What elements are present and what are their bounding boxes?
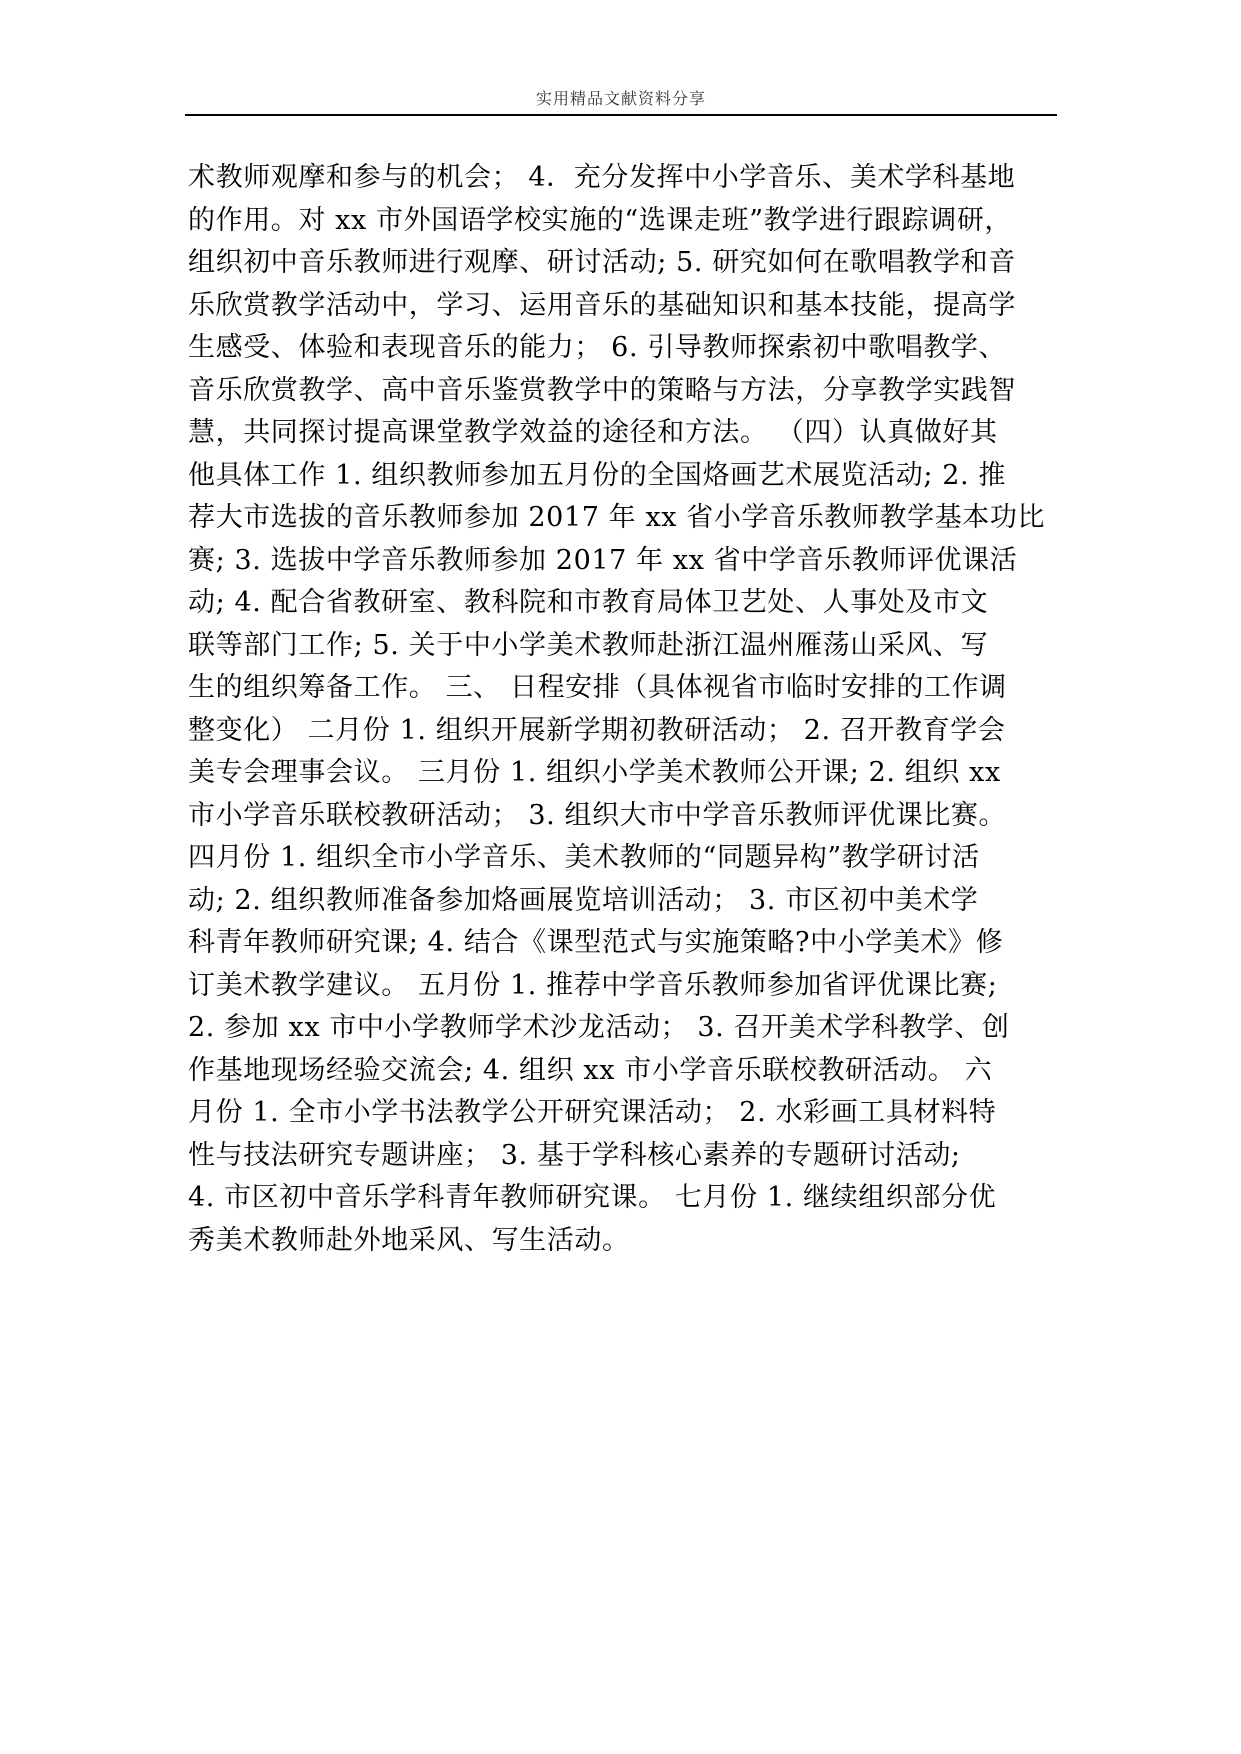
body-line: 音乐欣赏教学、高中音乐鉴赏教学中的策略与方法，分享教学实践智 — [188, 374, 1016, 406]
body-line: 乐欣赏教学活动中，学习、运用音乐的基础知识和基本技能，提高学 — [188, 289, 1016, 321]
body-line: 市小学音乐联校教研活动； 3. 组织大市中学音乐教师评优课比赛。 — [188, 799, 1007, 831]
body-line: 2. 参加 xx 市中小学教师学术沙龙活动； 3. 召开美术学科教学、创 — [188, 1012, 1010, 1043]
body-line: 赛; 3. 选拔中学音乐教师参加 2017 年 xx 省中学音乐教师评优课活 — [188, 544, 1018, 576]
header-divider — [185, 114, 1057, 116]
body-line: 动; 2. 组织教师准备参加烙画展览培训活动； 3. 市区初中美术学 — [188, 884, 979, 916]
body-line: 荐大市选拔的音乐教师参加 2017 年 xx 省小学音乐教师教学基本功比 — [188, 502, 1046, 533]
body-line: 订美术教学建议。 五月份 1. 推荐中学音乐教师参加省评优课比赛; — [188, 969, 998, 1001]
page-header-title: 实用精品文献资料分享 — [535, 89, 706, 108]
body-line: 秀美术教师赴外地采风、写生活动。 — [188, 1224, 630, 1256]
body-line: 的作用。对 xx 市外国语学校实施的“选课走班”教学进行跟踪调研， — [188, 204, 1013, 236]
body-line: 性与技法研究专题讲座； 3. 基于学科核心素养的专题研讨活动; — [188, 1139, 961, 1171]
body-line: 4. 市区初中音乐学科青年教师研究课。 七月份 1. 继续组织部分优 — [188, 1182, 997, 1213]
document-body — [188, 157, 1068, 1262]
body-line: 月份 1. 全市小学书法教学公开研究课活动； 2. 水彩画工具材料特 — [188, 1097, 997, 1128]
body-line: 科青年教师研究课; 4. 结合《课型范式与实施策略?中小学美术》修 — [188, 927, 1004, 958]
body-line: 生的组织筹备工作。 三、 日程安排（具体视省市临时安排的工作调 — [188, 672, 1007, 703]
body-line: 作基地现场经验交流会; 4. 组织 xx 市小学音乐联校教研活动。 六 — [188, 1054, 993, 1086]
body-line: 生感受、体验和表现音乐的能力； 6. 引导教师探索初中歌唱教学、 — [188, 332, 1007, 363]
body-line: 组织初中音乐教师进行观摩、研讨活动; 5. 研究如何在歌唱教学和音 — [188, 247, 1016, 278]
body-line: 整变化） 二月份 1. 组织开展新学期初教研活动； 2. 召开教育学会 — [188, 714, 1006, 746]
body-line: 联等部门工作; 5. 关于中小学美术教师赴浙江温州雁荡山采风、写 — [188, 629, 989, 661]
body-line: 他具体工作 1. 组织教师参加五月份的全国烙画艺术展览活动; 2. 推 — [188, 459, 1006, 491]
body-line: 动; 4. 配合省教研室、教科院和市教育局体卫艺处、人事处及市文 — [188, 587, 989, 618]
body-line: 四月份 1. 组织全市小学音乐、美术教师的“同题异构”教学研讨活 — [188, 842, 980, 873]
body-line: 慧，共同探讨提高课堂教学效益的途径和方法。 （四）认真做好其 — [188, 417, 998, 448]
body-line: 术教师观摩和参与的机会； 4．充分发挥中小学音乐、美术学科基地 — [188, 162, 1016, 193]
body-line: 美专会理事会议。 三月份 1. 组织小学美术教师公开课; 2. 组织 xx — [188, 757, 1001, 788]
